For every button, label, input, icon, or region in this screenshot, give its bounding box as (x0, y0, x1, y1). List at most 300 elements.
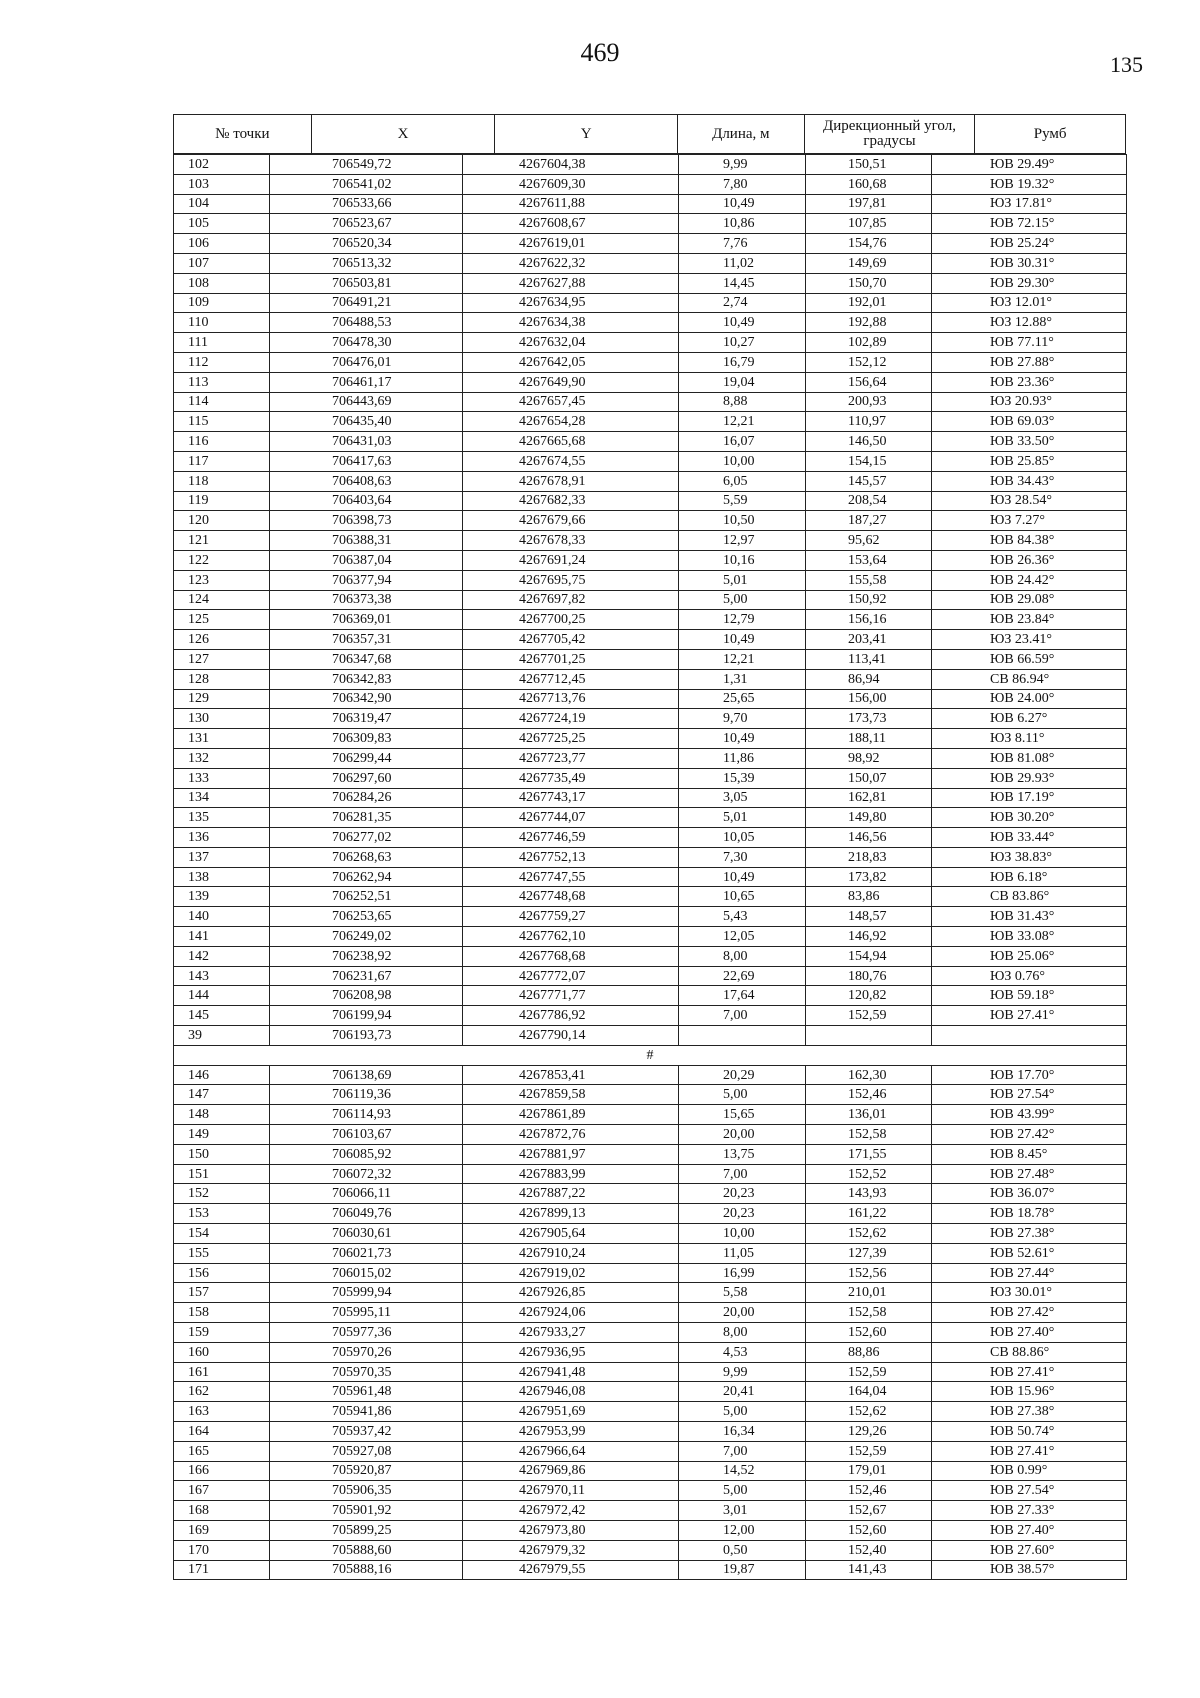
cell-rumb: ЮВ 36.07° (932, 1184, 1127, 1204)
cell-length: 3,05 (679, 788, 806, 808)
cell-rumb: ЮВ 29.08° (932, 590, 1127, 610)
table-row (174, 669, 1127, 689)
cell-x: 706030,61 (270, 1224, 463, 1244)
cell-y: 4267933,27 (463, 1323, 679, 1343)
cell-rumb: ЮВ 6.27° (932, 709, 1127, 729)
cell-angle: 129,26 (806, 1422, 932, 1442)
cell-x: 706408,63 (270, 471, 463, 491)
cell-x: 706138,69 (270, 1065, 463, 1085)
cell-length: 11,86 (679, 748, 806, 768)
table-row (174, 570, 1127, 590)
cell-length: 19,04 (679, 372, 806, 392)
table-row (174, 1422, 1127, 1442)
cell-length: 16,07 (679, 432, 806, 452)
cell-y: 4267861,89 (463, 1105, 679, 1125)
cell-y: 4267611,88 (463, 194, 679, 214)
cell-point: 134 (174, 788, 270, 808)
table-row (174, 1323, 1127, 1343)
cell-rumb: ЮВ 72.15° (932, 214, 1127, 234)
cell-angle: 95,62 (806, 531, 932, 551)
cell-point: 116 (174, 432, 270, 452)
cell-angle: 156,64 (806, 372, 932, 392)
cell-y: 4267768,68 (463, 946, 679, 966)
cell-angle: 150,51 (806, 155, 932, 175)
cell-y: 4267705,42 (463, 630, 679, 650)
table-row (174, 432, 1127, 452)
cell-y: 4267700,25 (463, 610, 679, 630)
cell-rumb: ЮВ 30.31° (932, 253, 1127, 273)
cell-length: 11,05 (679, 1243, 806, 1263)
table-row (174, 313, 1127, 333)
cell-angle: 152,60 (806, 1323, 932, 1343)
cell-rumb: ЮВ 29.93° (932, 768, 1127, 788)
cell-x: 706114,93 (270, 1105, 463, 1125)
cell-y: 4267951,69 (463, 1402, 679, 1422)
cell-angle: 152,62 (806, 1224, 932, 1244)
table-row (174, 253, 1127, 273)
cell-point: 159 (174, 1323, 270, 1343)
cell-angle: 127,39 (806, 1243, 932, 1263)
cell-length: 15,65 (679, 1105, 806, 1125)
cell-length: 10,00 (679, 1224, 806, 1244)
cell-x: 706208,98 (270, 986, 463, 1006)
table-row (174, 234, 1127, 254)
cell-x: 706533,66 (270, 194, 463, 214)
cell-angle: 187,27 (806, 511, 932, 531)
cell-y: 4267759,27 (463, 907, 679, 927)
header-rumb: Румб (1033, 125, 1067, 142)
cell-angle: 152,60 (806, 1520, 932, 1540)
cell-y: 4267701,25 (463, 649, 679, 669)
table-row (174, 1243, 1127, 1263)
cell-length: 20,29 (679, 1065, 806, 1085)
cell-length: 5,43 (679, 907, 806, 927)
table-row (174, 1481, 1127, 1501)
cell-x: 705901,92 (270, 1501, 463, 1521)
cell-x: 706072,32 (270, 1164, 463, 1184)
cell-point: 133 (174, 768, 270, 788)
table-row (174, 590, 1127, 610)
cell-x: 705970,35 (270, 1362, 463, 1382)
table-row (174, 1382, 1127, 1402)
cell-y: 4267634,95 (463, 293, 679, 313)
cell-rumb: ЮВ 15.96° (932, 1382, 1127, 1402)
cell-length: 20,41 (679, 1382, 806, 1402)
cell-point: 147 (174, 1085, 270, 1105)
cell-rumb: ЮВ 50.74° (932, 1422, 1127, 1442)
cell-x: 706523,67 (270, 214, 463, 234)
cell-point: 150 (174, 1144, 270, 1164)
cell-length: 16,79 (679, 352, 806, 372)
cell-length: 20,23 (679, 1204, 806, 1224)
cell-point: 110 (174, 313, 270, 333)
cell-point: 102 (174, 155, 270, 175)
cell-x: 706284,26 (270, 788, 463, 808)
table-row (174, 907, 1127, 927)
cell-x: 706503,81 (270, 273, 463, 293)
cell-point: 156 (174, 1263, 270, 1283)
cell-length: 5,01 (679, 808, 806, 828)
cell-rumb: ЮВ 27.41° (932, 1006, 1127, 1026)
cell-y: 4267946,08 (463, 1382, 679, 1402)
cell-y: 4267936,95 (463, 1342, 679, 1362)
cell-point: 132 (174, 748, 270, 768)
table-row (174, 531, 1127, 551)
cell-rumb: ЮВ 33.50° (932, 432, 1127, 452)
cell-point: 103 (174, 174, 270, 194)
cell-length: 8,00 (679, 1323, 806, 1343)
cell-angle: 162,81 (806, 788, 932, 808)
cell-length: 3,01 (679, 1501, 806, 1521)
cell-x: 705927,08 (270, 1441, 463, 1461)
cell-y: 4267771,77 (463, 986, 679, 1006)
cell-rumb: ЮВ 8.45° (932, 1144, 1127, 1164)
cell-point: 123 (174, 570, 270, 590)
cell-point: 131 (174, 729, 270, 749)
cell-point: 137 (174, 847, 270, 867)
cell-rumb: ЮЗ 12.01° (932, 293, 1127, 313)
cell-angle: 152,52 (806, 1164, 932, 1184)
table-row (174, 214, 1127, 234)
cell-y: 4267941,48 (463, 1362, 679, 1382)
cell-x: 705995,11 (270, 1303, 463, 1323)
cell-rumb: ЮВ 25.85° (932, 451, 1127, 471)
cell-length: 16,34 (679, 1422, 806, 1442)
cell-length: 8,88 (679, 392, 806, 412)
cell-x: 706252,51 (270, 887, 463, 907)
cell-length (679, 1026, 806, 1046)
table-row (174, 808, 1127, 828)
cell-length: 5,00 (679, 1085, 806, 1105)
cell-angle: 156,00 (806, 689, 932, 709)
cell-point: 148 (174, 1105, 270, 1125)
cell-angle: 107,85 (806, 214, 932, 234)
cell-angle: 152,59 (806, 1006, 932, 1026)
cell-rumb: ЮЗ 12.88° (932, 313, 1127, 333)
table-row (174, 649, 1127, 669)
cell-length: 2,74 (679, 293, 806, 313)
cell-y: 4267678,33 (463, 531, 679, 551)
cell-rumb: ЮВ 27.54° (932, 1481, 1127, 1501)
cell-rumb: ЮВ 81.08° (932, 748, 1127, 768)
cell-point: 138 (174, 867, 270, 887)
table-row (174, 946, 1127, 966)
cell-rumb: ЮВ 27.54° (932, 1085, 1127, 1105)
cell-length: 25,65 (679, 689, 806, 709)
cell-y: 4267752,13 (463, 847, 679, 867)
cell-y: 4267899,13 (463, 1204, 679, 1224)
cell-length: 6,05 (679, 471, 806, 491)
cell-angle: 192,01 (806, 293, 932, 313)
cell-rumb: ЮВ 69.03° (932, 412, 1127, 432)
cell-angle (806, 1026, 932, 1046)
cell-length: 7,00 (679, 1441, 806, 1461)
cell-angle: 210,01 (806, 1283, 932, 1303)
cell-rumb: ЮВ 27.60° (932, 1540, 1127, 1560)
cell-x: 706435,40 (270, 412, 463, 432)
cell-angle: 113,41 (806, 649, 932, 669)
cell-rumb: ЮВ 27.38° (932, 1224, 1127, 1244)
cell-length: 7,00 (679, 1164, 806, 1184)
cell-angle: 152,58 (806, 1125, 932, 1145)
cell-angle: 152,59 (806, 1362, 932, 1382)
cell-rumb: ЮВ 30.20° (932, 808, 1127, 828)
cell-angle: 120,82 (806, 986, 932, 1006)
cell-angle: 218,83 (806, 847, 932, 867)
cell-angle: 164,04 (806, 1382, 932, 1402)
cell-y: 4267642,05 (463, 352, 679, 372)
cell-rumb: ЮВ 29.49° (932, 155, 1127, 175)
cell-angle: 148,57 (806, 907, 932, 927)
cell-y: 4267682,33 (463, 491, 679, 511)
cell-point: 114 (174, 392, 270, 412)
cell-angle: 153,64 (806, 550, 932, 570)
cell-rumb: ЮВ 24.42° (932, 570, 1127, 590)
cell-y: 4267926,85 (463, 1283, 679, 1303)
cell-x: 706049,76 (270, 1204, 463, 1224)
table-row (174, 1303, 1127, 1323)
cell-angle: 152,56 (806, 1263, 932, 1283)
cell-point: 168 (174, 1501, 270, 1521)
cell-rumb: ЮЗ 23.41° (932, 630, 1127, 650)
cell-y: 4267627,88 (463, 273, 679, 293)
table-row (174, 1105, 1127, 1125)
cell-angle: 154,15 (806, 451, 932, 471)
cell-rumb: ЮВ 27.42° (932, 1125, 1127, 1145)
table-row (174, 709, 1127, 729)
cell-angle: 88,86 (806, 1342, 932, 1362)
cell-x: 705977,36 (270, 1323, 463, 1343)
cell-rumb: ЮВ 6.18° (932, 867, 1127, 887)
cell-point: 135 (174, 808, 270, 828)
cell-x: 705888,60 (270, 1540, 463, 1560)
cell-point: 155 (174, 1243, 270, 1263)
table-row (174, 1362, 1127, 1382)
table-row (174, 293, 1127, 313)
cell-angle: 156,16 (806, 610, 932, 630)
cell-y: 4267883,99 (463, 1164, 679, 1184)
cell-length: 7,30 (679, 847, 806, 867)
cell-angle: 149,69 (806, 253, 932, 273)
table-row (174, 847, 1127, 867)
cell-angle: 110,97 (806, 412, 932, 432)
cell-length: 5,01 (679, 570, 806, 590)
cell-x: 706309,83 (270, 729, 463, 749)
cell-point: 165 (174, 1441, 270, 1461)
cell-x: 706388,31 (270, 531, 463, 551)
cell-y: 4267632,04 (463, 333, 679, 353)
cell-x: 706347,68 (270, 649, 463, 669)
cell-length: 10,05 (679, 828, 806, 848)
header-angle: Дирекционный угол, градусы (805, 115, 976, 153)
table-row (174, 966, 1127, 986)
cell-point: 161 (174, 1362, 270, 1382)
cell-angle: 98,92 (806, 748, 932, 768)
table-row (174, 768, 1127, 788)
cell-point: 162 (174, 1382, 270, 1402)
cell-point: 129 (174, 689, 270, 709)
table-row (174, 1184, 1127, 1204)
cell-point: 164 (174, 1422, 270, 1442)
cell-x: 706268,63 (270, 847, 463, 867)
cell-length: 9,99 (679, 1362, 806, 1382)
cell-length: 12,97 (679, 531, 806, 551)
cell-x: 706398,73 (270, 511, 463, 531)
cell-point: 144 (174, 986, 270, 1006)
cell-point: 113 (174, 372, 270, 392)
cell-y: 4267679,66 (463, 511, 679, 531)
cell-rumb: ЮЗ 38.83° (932, 847, 1127, 867)
cell-rumb: ЮВ 23.36° (932, 372, 1127, 392)
table-row (174, 1065, 1127, 1085)
table-row (174, 1006, 1127, 1026)
cell-angle: 154,76 (806, 234, 932, 254)
cell-rumb (932, 1026, 1127, 1046)
cell-y: 4267762,10 (463, 927, 679, 947)
cell-angle: 197,81 (806, 194, 932, 214)
cell-length: 8,00 (679, 946, 806, 966)
cell-y: 4267979,55 (463, 1560, 679, 1580)
cell-rumb: ЮВ 38.57° (932, 1560, 1127, 1580)
cell-rumb: ЮВ 19.32° (932, 174, 1127, 194)
cell-angle: 152,40 (806, 1540, 932, 1560)
table-row (174, 511, 1127, 531)
table-row (174, 1164, 1127, 1184)
cell-angle: 83,86 (806, 887, 932, 907)
cell-rumb: ЮЗ 28.54° (932, 491, 1127, 511)
cell-y: 4267674,55 (463, 451, 679, 471)
cell-x: 705899,25 (270, 1520, 463, 1540)
cell-x: 705970,26 (270, 1342, 463, 1362)
cell-rumb: СВ 83.86° (932, 887, 1127, 907)
cell-rumb: ЮВ 17.70° (932, 1065, 1127, 1085)
cell-y: 4267872,76 (463, 1125, 679, 1145)
cell-angle: 162,30 (806, 1065, 932, 1085)
cell-rumb: ЮВ 27.33° (932, 1501, 1127, 1521)
table-row (174, 788, 1127, 808)
cell-length: 10,65 (679, 887, 806, 907)
cell-x: 706297,60 (270, 768, 463, 788)
cell-point: 115 (174, 412, 270, 432)
cell-angle: 86,94 (806, 669, 932, 689)
cell-point: 154 (174, 1224, 270, 1244)
cell-angle: 149,80 (806, 808, 932, 828)
cell-rumb: ЮВ 27.40° (932, 1520, 1127, 1540)
table-row (174, 1144, 1127, 1164)
cell-x: 706342,90 (270, 689, 463, 709)
cell-x: 706513,32 (270, 253, 463, 273)
cell-rumb: ЮВ 31.43° (932, 907, 1127, 927)
cell-y: 4267790,14 (463, 1026, 679, 1046)
cell-angle: 141,43 (806, 1560, 932, 1580)
cell-point: 104 (174, 194, 270, 214)
cell-rumb: ЮЗ 7.27° (932, 511, 1127, 531)
table-row (174, 1520, 1127, 1540)
cell-y: 4267691,24 (463, 550, 679, 570)
cell-rumb: ЮВ 52.61° (932, 1243, 1127, 1263)
cell-x: 706253,65 (270, 907, 463, 927)
cell-x: 706021,73 (270, 1243, 463, 1263)
cell-length: 1,31 (679, 669, 806, 689)
cell-y: 4267905,64 (463, 1224, 679, 1244)
table-row (174, 729, 1127, 749)
table-row (174, 1402, 1127, 1422)
header-point: № точки (174, 115, 312, 153)
table-row (174, 986, 1127, 1006)
cell-angle: 152,12 (806, 352, 932, 372)
cell-y: 4267678,91 (463, 471, 679, 491)
cell-length: 9,99 (679, 155, 806, 175)
table-row (174, 610, 1127, 630)
cell-angle: 152,67 (806, 1501, 932, 1521)
cell-x: 706342,83 (270, 669, 463, 689)
cell-angle: 173,82 (806, 867, 932, 887)
table-row (174, 828, 1127, 848)
cell-angle: 192,88 (806, 313, 932, 333)
cell-rumb: ЮВ 27.41° (932, 1362, 1127, 1382)
cell-rumb: ЮВ 29.30° (932, 273, 1127, 293)
cell-length: 10,49 (679, 313, 806, 333)
cell-y: 4267881,97 (463, 1144, 679, 1164)
cell-angle: 150,92 (806, 590, 932, 610)
table-row (174, 927, 1127, 947)
table-row (174, 392, 1127, 412)
table-row (174, 471, 1127, 491)
cell-point: 117 (174, 451, 270, 471)
cell-x: 705961,48 (270, 1382, 463, 1402)
cell-length: 20,00 (679, 1303, 806, 1323)
cell-x: 705888,16 (270, 1560, 463, 1580)
cell-length: 10,49 (679, 729, 806, 749)
cell-y: 4267712,45 (463, 669, 679, 689)
cell-x: 706319,47 (270, 709, 463, 729)
cell-point: 142 (174, 946, 270, 966)
cell-point: 124 (174, 590, 270, 610)
table-row (174, 1461, 1127, 1481)
cell-point: 120 (174, 511, 270, 531)
cell-point: 119 (174, 491, 270, 511)
cell-angle: 188,11 (806, 729, 932, 749)
cell-angle: 152,62 (806, 1402, 932, 1422)
table-row (174, 155, 1127, 175)
table-row (174, 1501, 1127, 1521)
cell-y: 4267634,38 (463, 313, 679, 333)
table-row (174, 1204, 1127, 1224)
cell-length: 5,00 (679, 1481, 806, 1501)
cell-length: 5,58 (679, 1283, 806, 1303)
cell-length: 20,00 (679, 1125, 806, 1145)
table-row (174, 491, 1127, 511)
cell-y: 4267973,80 (463, 1520, 679, 1540)
cell-x: 706403,64 (270, 491, 463, 511)
cell-point: 169 (174, 1520, 270, 1540)
section-separator (174, 1045, 1127, 1065)
cell-rumb: ЮЗ 0.76° (932, 966, 1127, 986)
cell-length: 17,64 (679, 986, 806, 1006)
cell-angle: 150,07 (806, 768, 932, 788)
cell-length: 7,80 (679, 174, 806, 194)
cell-x: 706520,34 (270, 234, 463, 254)
cell-length: 22,69 (679, 966, 806, 986)
cell-rumb: ЮВ 24.00° (932, 689, 1127, 709)
cell-y: 4267919,02 (463, 1263, 679, 1283)
cell-rumb: ЮВ 33.08° (932, 927, 1127, 947)
cell-y: 4267724,19 (463, 709, 679, 729)
cell-point: 143 (174, 966, 270, 986)
cell-x: 706443,69 (270, 392, 463, 412)
table-row (174, 194, 1127, 214)
cell-rumb: ЮЗ 17.81° (932, 194, 1127, 214)
